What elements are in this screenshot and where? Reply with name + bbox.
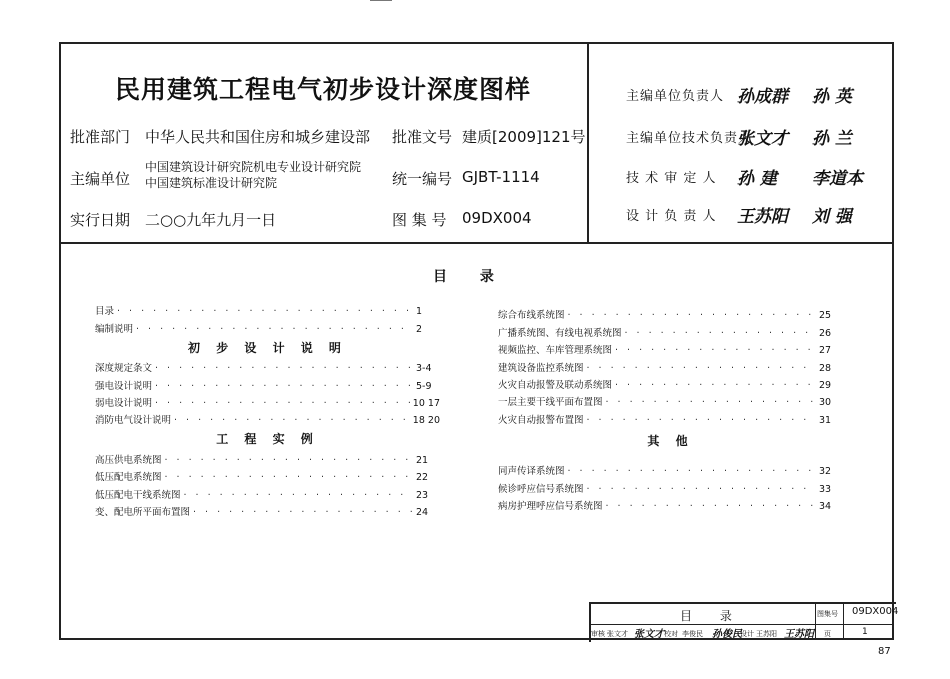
toc-item-page: 21 bbox=[416, 454, 429, 466]
toc-item-label: 低压配电系统图 bbox=[95, 472, 162, 484]
effective-date-label: 实行日期 bbox=[70, 211, 131, 229]
toc-item-page: 32 bbox=[819, 466, 832, 478]
toc-item[interactable] bbox=[498, 374, 843, 391]
leader-dots bbox=[165, 455, 413, 466]
leader-dots bbox=[117, 306, 413, 317]
leader-dots bbox=[625, 328, 816, 339]
toc-item-page: 18 20 bbox=[412, 415, 440, 427]
toc-item[interactable] bbox=[95, 300, 440, 317]
toc-item-label: 深度规定条文 bbox=[95, 363, 153, 375]
toc-left-column bbox=[95, 300, 440, 518]
handwritten-signature: 王苏阳 bbox=[737, 207, 788, 227]
approval-no-label: 批准文号 bbox=[392, 128, 453, 146]
toc-item-label: 建筑设备监控系统图 bbox=[498, 362, 584, 374]
check-label: 校对 bbox=[664, 630, 678, 638]
uniform-no-label: 统一编号 bbox=[392, 170, 453, 188]
toc-item[interactable] bbox=[95, 357, 440, 374]
toc-item-label: 火灾自动报警布置图 bbox=[498, 414, 584, 426]
toc-item-label: 病房护理呼应信号系统图 bbox=[498, 500, 603, 512]
top-mark bbox=[370, 0, 392, 1]
toc-item-page: 22 bbox=[416, 472, 429, 484]
handwritten-signature: 孙 建 bbox=[737, 169, 777, 189]
toc-item-page: 5-9 bbox=[416, 380, 432, 392]
toc-item[interactable] bbox=[498, 495, 843, 512]
leader-dots bbox=[193, 507, 413, 518]
toc-item-label: 消防电气设计说明 bbox=[95, 415, 172, 427]
toc-item-label: 弱电设计说明 bbox=[95, 397, 153, 409]
toc-right-column bbox=[498, 304, 843, 512]
page-label: 页 bbox=[824, 630, 831, 638]
leader-dots bbox=[568, 310, 816, 321]
section-title: 初 步 设 计 说 明 bbox=[188, 340, 347, 355]
signature-role: 设 计 负 责 人 bbox=[626, 209, 717, 224]
leader-dots bbox=[587, 363, 816, 374]
toc-item-page: 10 17 bbox=[412, 397, 440, 409]
toc-item-label: 广播系统图、有线电视系统图 bbox=[498, 327, 622, 339]
leader-dots bbox=[615, 380, 816, 391]
toc-item-label: 视频监控、车库管理系统图 bbox=[498, 345, 613, 357]
toc-item-page: 3-4 bbox=[416, 363, 432, 375]
toc-item[interactable] bbox=[95, 392, 440, 409]
atlas-no: 09DX004 bbox=[852, 606, 899, 617]
toc-item-label: 候诊呼应信号系统图 bbox=[498, 483, 584, 495]
toc-item-page: 1 bbox=[416, 306, 423, 318]
review-label: 审核 bbox=[591, 630, 605, 638]
handwritten-signature: 张文才 bbox=[737, 129, 788, 149]
editor-unit-label: 主编单位 bbox=[70, 170, 131, 188]
toc-item[interactable] bbox=[95, 409, 440, 426]
sheet-number: 87 bbox=[878, 646, 891, 657]
toc-item-label: 强电设计说明 bbox=[95, 380, 153, 392]
toc-item-page: 25 bbox=[819, 310, 832, 322]
toc-title: 目 录 bbox=[433, 269, 508, 285]
toc-item-page: 2 bbox=[416, 323, 423, 335]
handwritten-signature: 孙 英 bbox=[812, 87, 852, 107]
toc-item-page: 33 bbox=[819, 483, 832, 495]
leader-dots bbox=[587, 415, 816, 426]
toc-item[interactable] bbox=[95, 448, 440, 465]
document-title: 民用建筑工程电气初步设计深度图样 bbox=[115, 75, 532, 104]
toc-item[interactable] bbox=[498, 391, 843, 408]
handwritten-signature: 王苏阳 bbox=[784, 629, 814, 640]
toc-item[interactable] bbox=[95, 466, 440, 483]
design-label: 设计 bbox=[740, 630, 754, 638]
leader-dots bbox=[155, 398, 410, 409]
title-block-col-divider bbox=[815, 602, 816, 640]
signature-role: 技 术 审 定 人 bbox=[626, 171, 717, 186]
toc-item[interactable] bbox=[498, 408, 843, 425]
uniform-no: GJBT-1114 bbox=[462, 168, 540, 186]
atlas-no: 09DX004 bbox=[462, 209, 532, 227]
toc-item[interactable] bbox=[95, 374, 440, 391]
check-name: 李俊民 bbox=[682, 630, 703, 638]
handwritten-signature: 孙成群 bbox=[737, 87, 788, 107]
toc-item-page: 28 bbox=[819, 362, 832, 374]
toc-item-label: 火灾自动报警及联动系统图 bbox=[498, 379, 613, 391]
toc-item-label: 一层主要干线平面布置图 bbox=[498, 397, 603, 409]
leader-dots bbox=[568, 466, 816, 477]
toc-item-label: 变、配电所平面布置图 bbox=[95, 506, 191, 518]
leader-dots bbox=[165, 472, 413, 483]
handwritten-signature: 张文才 bbox=[634, 629, 664, 640]
leader-dots bbox=[184, 490, 413, 501]
toc-item-page: 27 bbox=[819, 345, 832, 357]
toc-item-page: 34 bbox=[819, 500, 832, 512]
approval-no: 建质[2009]121号 bbox=[462, 128, 586, 146]
toc-item[interactable] bbox=[95, 483, 440, 500]
title-block-col-divider bbox=[843, 602, 844, 640]
review-name: 张文才 bbox=[607, 630, 628, 638]
approval-dept: 中华人民共和国住房和城乡建设部 bbox=[145, 128, 371, 146]
handwritten-signature: 李道本 bbox=[812, 169, 863, 189]
design-name: 王苏阳 bbox=[756, 630, 777, 638]
toc-item-label: 综合布线系统图 bbox=[498, 310, 565, 322]
toc-item[interactable] bbox=[498, 356, 843, 373]
toc-item-page: 30 bbox=[819, 397, 832, 409]
title-block-name: 目 录 bbox=[680, 609, 744, 623]
toc-item-label: 高压供电系统图 bbox=[95, 454, 162, 466]
effective-date: 二○○九年九月一日 bbox=[145, 211, 277, 229]
section-title: 其 他 bbox=[647, 433, 694, 448]
handwritten-signature: 孙 兰 bbox=[812, 129, 852, 149]
approval-dept-label: 批准部门 bbox=[70, 128, 131, 146]
toc-item-label: 编制说明 bbox=[95, 323, 134, 335]
editor-unit-line-1: 中国建筑设计研究院机电专业设计研究院 bbox=[145, 160, 362, 174]
toc-item-page: 26 bbox=[819, 327, 832, 339]
section-title: 工 程 实 例 bbox=[216, 432, 319, 447]
page-number: 1 bbox=[862, 627, 868, 637]
toc-item-label: 低压配电干线系统图 bbox=[95, 489, 181, 501]
toc-item-page: 31 bbox=[819, 414, 832, 426]
toc-item[interactable] bbox=[95, 501, 440, 518]
toc-item[interactable] bbox=[498, 304, 843, 321]
signature-role: 主编单位负责人 bbox=[626, 89, 725, 104]
leader-dots bbox=[615, 345, 816, 356]
toc-item-page: 23 bbox=[416, 489, 429, 501]
header-divider bbox=[59, 242, 894, 244]
leader-dots bbox=[174, 415, 410, 426]
handwritten-signature: 刘 强 bbox=[812, 207, 852, 227]
leader-dots bbox=[587, 484, 816, 495]
toc-item-page: 24 bbox=[416, 506, 429, 518]
toc-item[interactable] bbox=[498, 321, 843, 338]
toc-item-page: 29 bbox=[819, 379, 832, 391]
signature-divider bbox=[587, 42, 589, 242]
toc-item[interactable] bbox=[498, 339, 843, 356]
leader-dots bbox=[155, 381, 413, 392]
toc-item[interactable] bbox=[498, 460, 843, 477]
toc-item[interactable] bbox=[498, 477, 843, 494]
toc-item[interactable] bbox=[95, 317, 440, 334]
atlas-label: 图集号 bbox=[817, 610, 838, 618]
toc-item-label: 目录 bbox=[95, 306, 115, 318]
leader-dots bbox=[606, 501, 816, 512]
leader-dots bbox=[155, 363, 413, 374]
leader-dots bbox=[606, 397, 816, 408]
signature-role: 主编单位技术负责人 bbox=[626, 131, 753, 146]
atlas-no-label: 图 集 号 bbox=[392, 211, 447, 229]
leader-dots bbox=[136, 324, 413, 335]
handwritten-signature: 孙俊民 bbox=[712, 629, 742, 640]
editor-unit-line-2: 中国建筑标准设计研究院 bbox=[145, 176, 278, 190]
toc-item-label: 同声传译系统图 bbox=[498, 466, 565, 478]
